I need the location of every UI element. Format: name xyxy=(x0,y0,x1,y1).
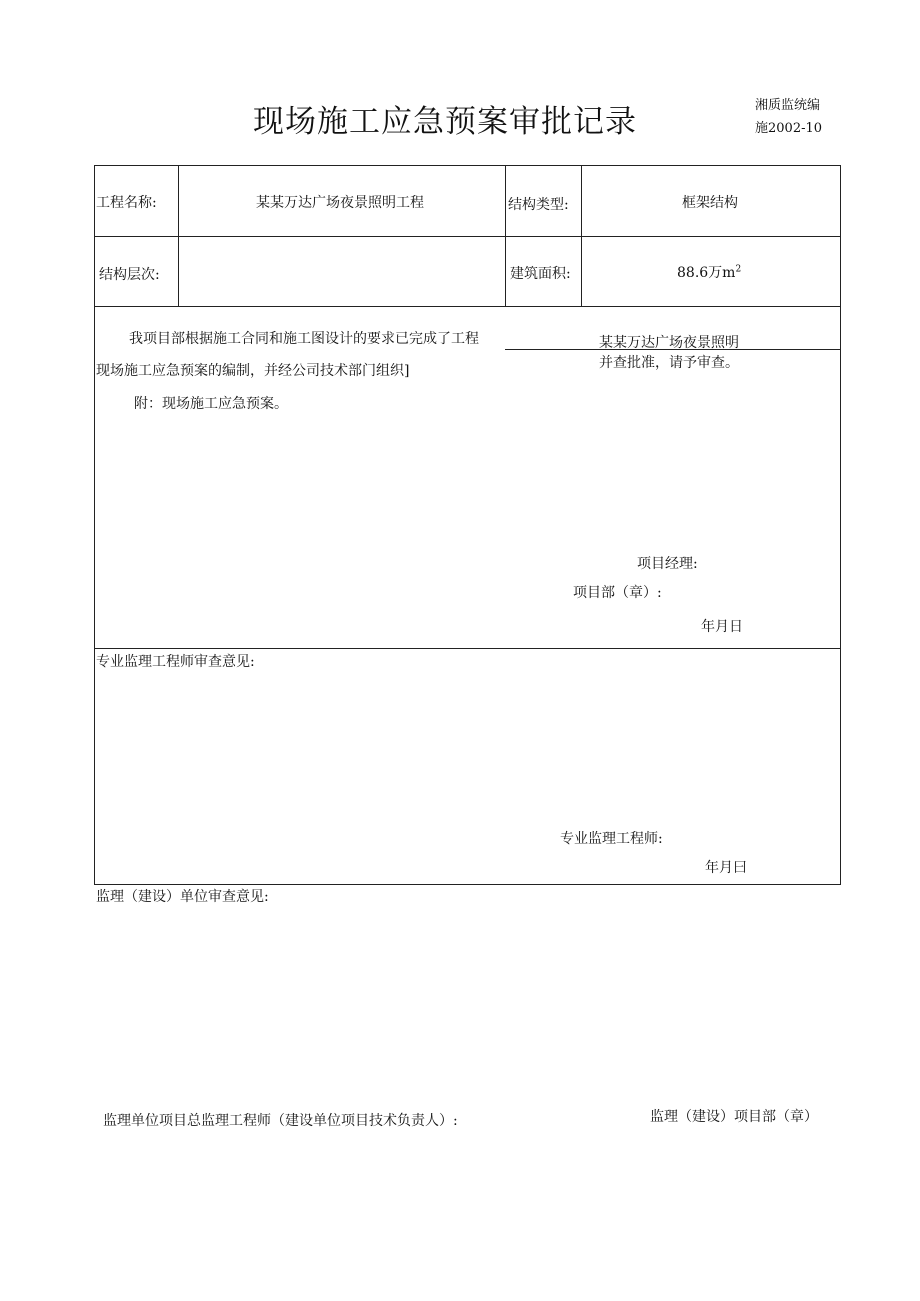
structure-type-label: 结构类型: xyxy=(508,197,569,213)
building-area-value: 88.6万$m^2$ xyxy=(677,264,742,281)
project-manager-label: 项目经理: xyxy=(637,556,698,572)
report-attachment: 附：现场施工应急预案。 xyxy=(134,396,288,412)
project-name-label: 工程名称: xyxy=(96,195,157,211)
form-code-line2: 施2002-10 xyxy=(755,121,823,136)
engineer-signer-label: 专业监理工程师: xyxy=(560,831,663,847)
report-line-2-request: 并查批准，请予审查。 xyxy=(599,355,739,371)
unit-review-label: 监理（建设）单位审查意见: xyxy=(96,889,269,905)
structure-level-label: 结构层次: xyxy=(99,267,160,283)
engineer-review-label: 专业监理工程师审查意见: xyxy=(96,654,255,670)
project-dept-seal-label: 项目部（章）: xyxy=(573,585,662,601)
report-date-label: 年月日 xyxy=(701,619,743,635)
chief-engineer-label: 监理单位项目总监理工程师（建设单位项目技术负责人）: xyxy=(103,1113,458,1129)
form-code-line1: 湘质监统编 xyxy=(755,98,821,113)
building-area-label: 建筑面积: xyxy=(510,266,571,282)
project-name-value: 某某万达广场夜景照明工程 xyxy=(256,195,424,211)
page-title: 现场施工应急预案审批记录 xyxy=(253,104,637,140)
report-line-2: 现场施工应急预案的编制，并经公司技术部门组织] xyxy=(96,363,410,379)
unit-dept-seal-label: 监理（建设）项目部（章） xyxy=(650,1109,818,1125)
structure-type-value: 框架结构 xyxy=(682,195,738,211)
report-line-1-project: 某某万达广场夜景照明 xyxy=(599,335,739,351)
engineer-date-label: 年月曰 xyxy=(705,860,747,876)
report-line-1: 我项目部根据施工合同和施工图设计的要求已完成了工程 xyxy=(129,331,479,347)
